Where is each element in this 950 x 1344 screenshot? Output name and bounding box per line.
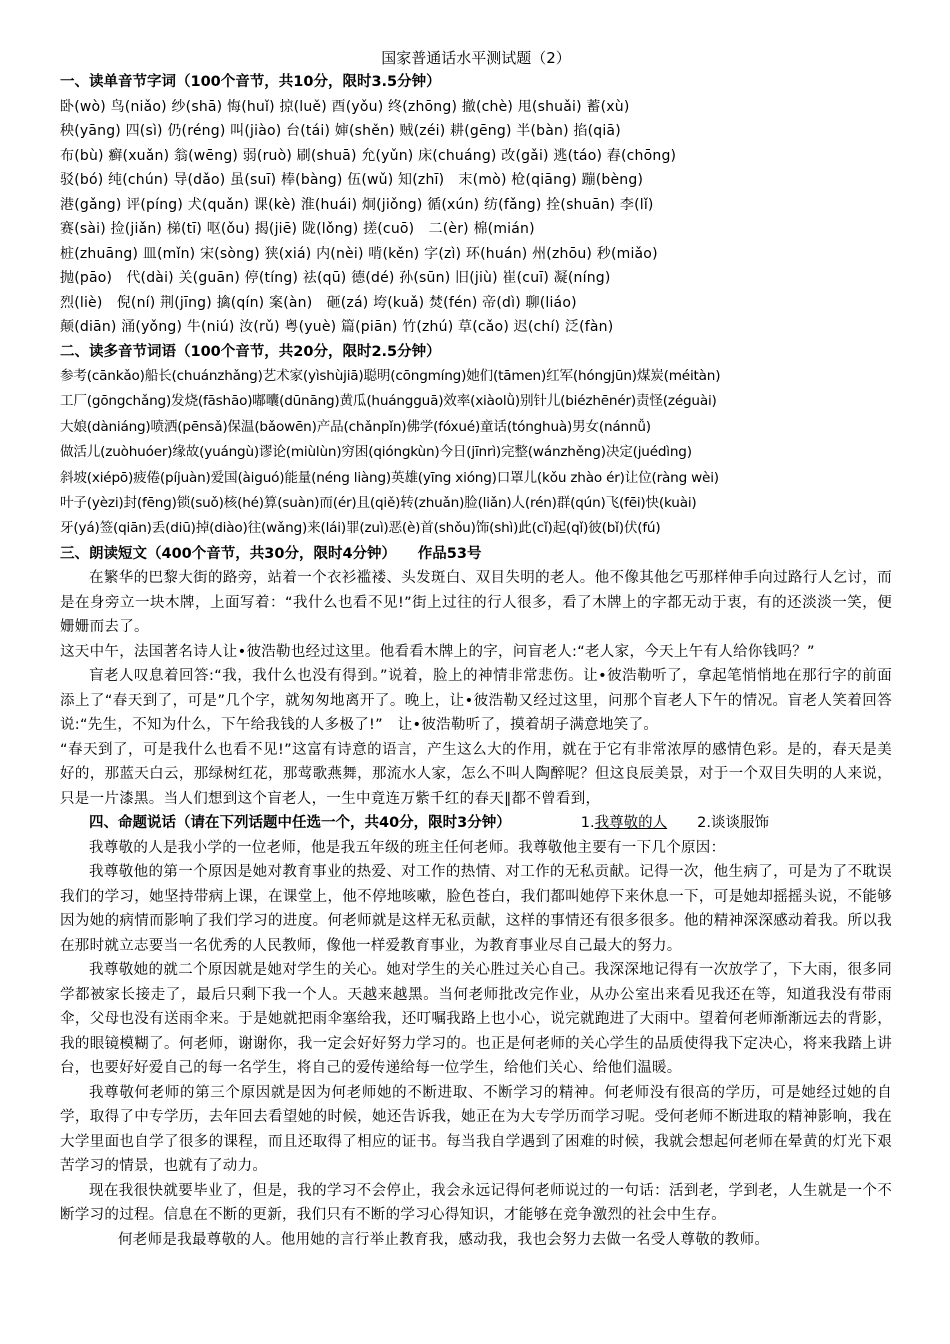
reading-paragraph: 盲老人叹息着回答:“我，我什么也没有得到。”说着，脸上的神情非常悲伤。让•彼浩勒听了，拿起笔悄悄地在那行字的前面添上了“春天到了，可是”几个字，就匆匆地离开了。晚上，让•彼浩勒又经过这里，问那个盲老人下午的情况。盲老人笑着回答说:“先生，不知为什么，下午给我钱的人多极了!” 让•彼浩勒听了，摸着胡子满意地笑了。 xyxy=(60,668,892,734)
page-title: 国家普通话水平测试题（2） xyxy=(381,49,571,67)
multi-row: 参考(cānkǎo)船长(chuánzhǎng)艺术家(yìshùjiā)聪明(cōngmíng)她们(tāmen)红军(hóngjūn)煤炭(méitàn) xyxy=(60,368,721,384)
multi-row: 叶子(yèzi)封(fēng)锁(suǒ)核(hé)算(suàn)而(ér)且(qiě)转(zhuǎn)脸(liǎn)人(rén)群(qún)飞(fēi)快(kuài) xyxy=(60,494,697,511)
topic-option-1: 我尊敬的人 xyxy=(594,815,668,832)
section-3-heading: 三、朗读短文（400个音节，共30分，限时4分钟） 作品53号 xyxy=(60,545,482,562)
single-row: 赛(sài) 捡(jiǎn) 梯(tī) 呕(ǒu) 揭(jiē) 陇(lǒng) 搓(cuō) 二(èr) 棉(mián) xyxy=(60,221,535,237)
section-4-heading xyxy=(60,811,892,836)
section-1-heading: 一、读单音节字词（100个音节，共10分，限时3.5分钟） xyxy=(60,74,441,90)
speech-paragraph: 我尊敬他的第一个原因是她对教育事业的热爱、对工作的热情、对工作的无私贡献。记得一次，他生病了，可是为了不耽误我们的学习，她坚持带病上课，在课堂上，他不停地咳嗽，脸色苍白，我们都叫她停下来休息一下，可是她却摇摇头说，不能够因为她的病情而影响了我们学习的进度。何老师就是这样无私贡献，这样的事情还有很多很多。他的精神深深感动着我。所以我在那时就立志要当一名优秀的人民教师，像他一样爱教育事业，为教育事业尽自己最大的努力。 xyxy=(60,864,892,954)
single-row: 布(bù) 癣(xuǎn) 翁(wēng) 弱(ruò) 刷(shuā) 允(yǔn) 床(chuáng) 改(gǎi) 逃(táo) 舂(chōng) xyxy=(60,147,677,164)
section-2-heading: 二、读多音节词语（100个音节，共20分，限时2.5分钟） xyxy=(60,343,441,360)
single-row: 驳(bó) 纯(chún) 导(dǎo) 虽(suī) 棒(bàng) 伍(wǔ) 知(zhī) 末(mò) 枪(qiāng) 蹦(bèng) xyxy=(60,172,644,188)
single-row: 卧(wò) 鸟(niǎo) 纱(shā) 悔(huǐ) 掠(luě) 酉(yǒu) 终(zhōng) 撤(chè) 甩(shuǎi) 蓄(xù) xyxy=(60,98,630,115)
speech-paragraph: 我尊敬的人是我小学的一位老师，他是我五年级的班主任何老师。我尊敬他主要有一下几个原因： xyxy=(89,839,726,856)
reading-passage xyxy=(60,566,892,811)
single-row: 颠(diān) 涌(yǒng) 牛(niú) 汝(rǔ) 粤(yuè) 篇(piān) 竹(zhú) 草(cǎo) 迟(chí) 泛(fàn) xyxy=(60,319,614,335)
reading-paragraph: “春天到了，可是我什么也看不见!”这富有诗意的语言，产生这么大的作用，就在于它有非常浓厚的感情色彩。是的，春天是美好的，那蓝天白云，那绿树红花，那莺歌燕舞，那流水人家，怎么不叫人陶醉呢？但这良辰美景，对于一个双目失明的人来说，只是一片漆黑。当人们想到这个盲老人，一生中竟连万紫千红的春天∥都不曾看到， xyxy=(60,741,892,807)
multi-row: 大娘(dàniáng)喷洒(pēnsǎ)保温(bǎowēn)产品(chǎnpǐn)佛学(fóxué)童话(tónghuà)男女(nánnǚ) xyxy=(60,418,651,435)
multi-row: 牙(yá)签(qiān)丢(diū)掉(diào)往(wǎng)来(lái)罪(zuì)恶(è)首(shǒu)饰(shì)此(cǐ)起(qǐ)彼(bǐ)伏(fú) xyxy=(60,520,661,537)
speech-paragraph: 现在我很快就要毕业了，但是，我的学习不会停止，我会永远记得何老师说过的一句话：活到老，学到老，人生就是一个不断学习的过程。信息在不断的更新，我们只有不断的学习心得知识，才能够在竞争激烈的社会中生存。 xyxy=(60,1182,892,1224)
speech-text xyxy=(60,836,892,1253)
reading-paragraph: 在繁华的巴黎大街的路旁，站着一个衣衫褴褛、头发斑白、双目失明的老人。他不像其他乞丐那样伸手向过路行人乞讨，而是在身旁立一块木牌，上面写着：“我什么也看不见!”街上过往的行人很多，看了木牌上的字都无动于衷，有的还淡淡一笑，便姗姗而去了。 xyxy=(60,570,892,636)
topic-option-2: 2.谈谈服饰 xyxy=(697,815,769,832)
single-syllable-list xyxy=(60,95,892,340)
topic-option-1-number: 1. xyxy=(580,815,595,832)
multi-row: 做活儿(zuòhuóer)缘故(yuángù)谬论(miùlùn)穷困(qióngkùn)今日(jīnrì)完整(wánzhěng)决定(juédìng) xyxy=(60,444,692,461)
multi-row: 斜坡(xiépō)疲倦(píjuàn)爱国(àiguó)能量(néng liàng)英雄(yīng xióng)口罩儿(kǒu zhào ér)让位(ràng wèi) xyxy=(60,469,719,486)
multi-row: 工厂(gōngchǎng)发烧(fāshāo)嘟囔(dūnāng)黄瓜(huángguā)效率(xiàolǜ)别针儿(biézhēnér)责怪(zéguài) xyxy=(60,393,717,410)
speech-paragraph: 我尊敬何老师的第三个原因就是因为何老师她的不断进取、不断学习的精神。何老师没有很高的学历，可是她经过她的自学，取得了中专学历，去年回去看望她的时候，她还告诉我，她正在为大专学历而学习呢。受何老师不断进取的精神影响，我在大学里面也自学了很多的课程，而且还取得了相应的证书。每当我自学遇到了困难的时候，我就会想起何老师在晕黄的灯光下艰苦学习的情景，也就有了动力。 xyxy=(60,1084,892,1175)
single-row: 烈(liè) 倪(ní) 荆(jīng) 擒(qín) 案(àn) 砸(zá) 垮(kuǎ) 焚(fén) 帝(dì) 聊(liáo) xyxy=(60,294,577,311)
document-page xyxy=(60,48,892,1252)
speech-paragraph: 我尊敬她的就二个原因就是她对学生的关心。她对学生的关心胜过关心自己。我深深地记得有一次放学了，下大雨，很多同学都被家长接走了，最后只剩下我一个人。天越来越黑。当何老师批改完作业，从办公室出来看见我还在等，知道我没有带雨伞，父母也没有送雨伞来。于是她就把雨伞塞给我，还叮嘱我路上也小心，说完就跑进了大雨中。望着何老师渐渐远去的背影，我的眼镜模糊了。何老师，谢谢你，我一定会好好努力学习的。也正是何老师的关心学生的品质使得我下定决心，将来我踏上讲台，也要好好爱自己的每一名学生，将自己的爱传递给每一位学生，给他们关心、给他们温暖。 xyxy=(60,962,892,1077)
section-4-title: 四、命题说话（请在下列话题中任选一个，共40分，限时3分钟） xyxy=(89,815,511,832)
speech-paragraph: 何老师是我最尊敬的人。他用她的言行举止教育我，感动我，我也会努力去做一名受人尊敬的教师。 xyxy=(118,1231,770,1248)
single-row: 桩(zhuāng) 皿(mǐn) 宋(sòng) 狭(xiá) 内(nèi) 啃(kěn) 字(zì) 环(huán) 州(zhōu) 秒(miǎo) xyxy=(60,245,658,262)
multi-syllable-list xyxy=(60,364,892,542)
single-row: 秧(yāng) 四(sì) 仍(réng) 叫(jiào) 台(tái) 婶(shěn) 贼(zéi) 耕(gēng) 半(bàn) 掐(qiā) xyxy=(60,123,621,139)
reading-paragraph: 这天中午，法国著名诗人让•彼浩勒也经过这里。他看看木牌上的字，问盲老人:“老人家，今天上午有人给你钱吗？” xyxy=(60,643,815,660)
single-row: 抛(pāo) 代(dài) 关(guān) 停(tíng) 祛(qū) 德(dé) 孙(sūn) 旧(jiù) 崔(cuī) 凝(níng) xyxy=(60,270,611,286)
single-row: 港(gǎng) 评(píng) 犬(quǎn) 课(kè) 淮(huái) 炯(jiǒng) 循(xún) 纺(fǎng) 拴(shuān) 李(lǐ) xyxy=(60,196,654,213)
